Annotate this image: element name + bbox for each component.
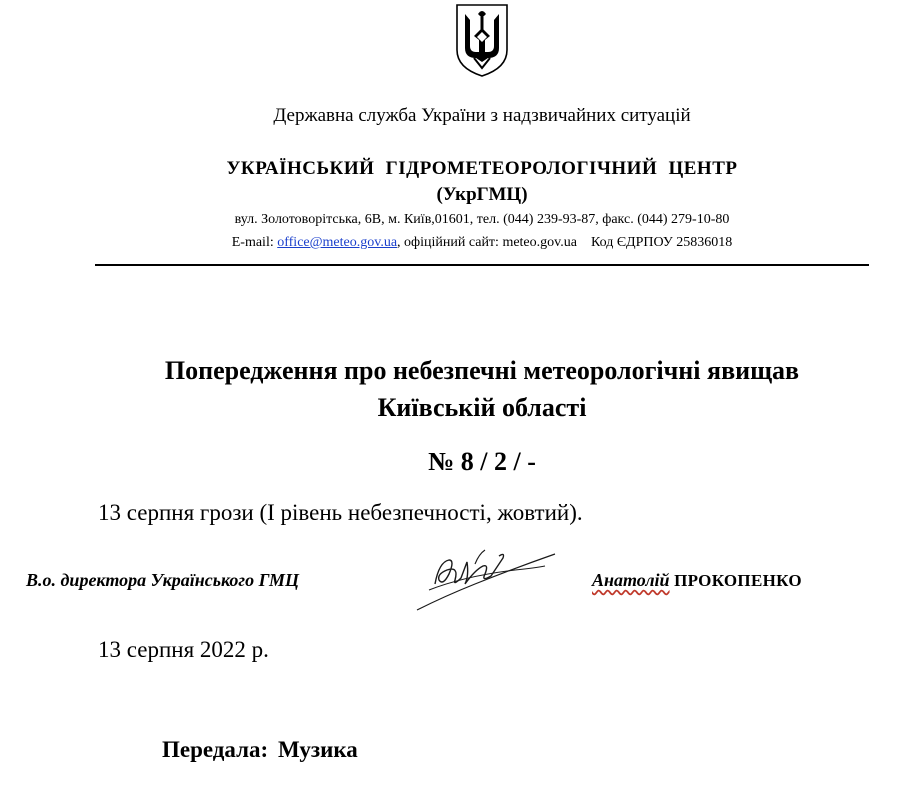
center-name: УКРАЇНСЬКИЙ ГІДРОМЕТЕОРОЛОГІЧНИЙ ЦЕНТР <box>226 158 738 179</box>
signatory-first-name: Анатолій <box>592 570 670 590</box>
edrpou-code: Код ЄДРПОУ 25836018 <box>590 235 733 250</box>
email-label: E-mail: <box>231 235 278 250</box>
center-address: вул. Золотоворітська, 6В, м. Київ,01601, тел. (044) 239-93-87, факс. (044) 279-10-80 <box>234 212 730 227</box>
tryzub-emblem-icon <box>454 2 510 78</box>
transmitted-by <box>162 737 358 763</box>
signatory-role: В.о. директора Українського ГМЦ <box>26 570 300 590</box>
document-number: № 8 / 2 / - <box>428 447 536 476</box>
handwritten-signature <box>405 540 565 620</box>
document-date: 13 серпня 2022 р. <box>98 637 269 662</box>
document-title <box>0 352 921 426</box>
agency-name: Державна служба України з надзвичайних ситуацій <box>273 105 691 126</box>
center-abbreviation: (УкрГМЦ) <box>436 184 528 205</box>
header-divider <box>95 264 869 266</box>
signatory-last-name: ПРОКОПЕНКО <box>674 571 802 590</box>
transmitted-name: Музика <box>277 737 358 762</box>
email-link[interactable]: office@meteo.gov.ua <box>277 235 398 250</box>
signatory-name <box>592 570 802 591</box>
document-title-line1: Попередження про небезпечні метеорологічні явищав <box>164 356 800 385</box>
document-title-line2: Київській області <box>377 393 587 422</box>
website-text: , офіційний сайт: meteo.gov.ua <box>397 235 577 250</box>
warning-text: 13 серпня грози (І рівень небезпечності, жовтий). <box>98 500 583 525</box>
contacts-line <box>0 235 921 251</box>
transmitted-label: Передала: <box>162 737 269 762</box>
